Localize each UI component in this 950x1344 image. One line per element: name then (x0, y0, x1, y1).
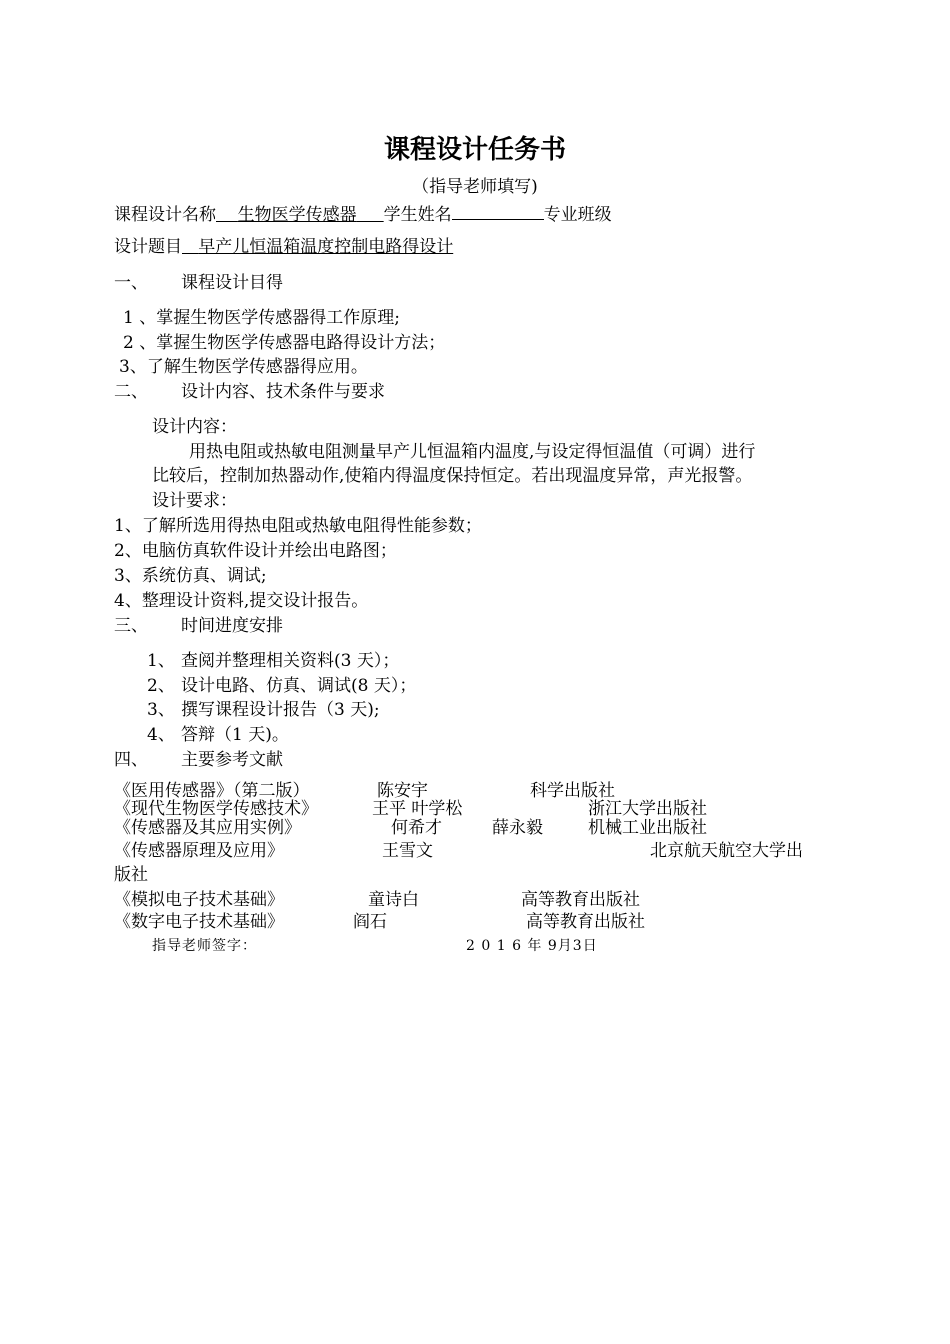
course-info-line (114, 202, 612, 225)
section1-item: 1 、掌握生物医学传感器得工作原理; (123, 308, 400, 328)
reference-author: 阎石 (353, 912, 387, 932)
reference-author: 何希才 (391, 818, 442, 838)
section4-number: 四、 (114, 750, 148, 770)
reference-publisher: 高等教育出版社 (526, 912, 645, 932)
reference-book: 《医用传感器》（第二版） (114, 781, 310, 801)
major-class-label: 专业班级 (543, 205, 612, 225)
reference-author: 陈安宇 (377, 781, 428, 801)
signature-date: 2 0 1 6 年 9月3日 (466, 938, 598, 954)
topic-line (114, 237, 453, 257)
schedule-item-text: 答辩（1 天)。 (181, 725, 289, 745)
reference-book: 《现代生物医学传感技术》 (114, 799, 318, 819)
schedule-item-number: 4、 (147, 725, 175, 745)
section2-heading: 设计内容、技术条件与要求 (181, 382, 385, 402)
topic-label: 设计题目 (114, 237, 182, 257)
reference-book: 《传感器原理及应用》 (114, 841, 284, 861)
topic-value: 早产儿恒温箱温度控制电路得设计 (198, 237, 454, 257)
reference-publisher-wrap: 版社 (114, 865, 148, 885)
advisor-signature-label: 指导老师签字： (152, 938, 257, 954)
subtitle: （指导老师填写) (412, 177, 538, 197)
reference-publisher: 北京航天航空大学出 (650, 841, 803, 861)
design-content-text: 比较后，控制加热器动作,使箱内得温度保持恒定。若出现温度异常，声光报警。 (152, 466, 753, 486)
schedule-item-text: 查阅并整理相关资料(3 天）； (181, 651, 400, 671)
section4-heading: 主要参考文献 (181, 750, 283, 770)
course-name-label: 课程设计名称 (114, 205, 216, 225)
requirement-item: 3、系统仿真、调试; (114, 566, 267, 586)
reference-publisher: 浙江大学出版社 (588, 799, 707, 819)
reference-book: 《模拟电子技术基础》 (114, 890, 284, 910)
requirement-item: 2、电脑仿真软件设计并绘出电路图； (114, 541, 397, 561)
student-name-label: 学生姓名 (383, 205, 452, 225)
reference-author: 王雪文 (382, 841, 433, 861)
reference-publisher: 机械工业出版社 (588, 818, 707, 838)
section3-number: 三、 (114, 616, 148, 636)
schedule-item-number: 3、 (147, 700, 175, 720)
reference-publisher: 高等教育出版社 (521, 890, 640, 910)
student-name-blank (452, 202, 544, 220)
schedule-item-number: 1、 (147, 651, 175, 671)
reference-book: 《数字电子技术基础》 (114, 912, 284, 932)
design-requirements-label: 设计要求： (152, 491, 237, 511)
section1-number: 一、 (114, 273, 148, 293)
section1-item: 3、了解生物医学传感器得应用。 (119, 357, 368, 377)
requirement-item: 4、整理设计资料,提交设计报告。 (114, 591, 369, 611)
reference-author: 童诗白 (368, 890, 419, 910)
reference-author: 薛永毅 (492, 818, 543, 838)
schedule-item-text: 撰写课程设计报告（3 天); (181, 700, 380, 720)
document-title: 课程设计任务书 (383, 135, 566, 165)
section1-heading: 课程设计目得 (181, 273, 283, 293)
schedule-item-text: 设计电路、仿真、调试(8 天）； (181, 676, 417, 696)
reference-book: 《传感器及其应用实例》 (114, 818, 301, 838)
design-content-text: 用热电阻或热敏电阻测量早产儿恒温箱内温度,与设定得恒温值（可调）进行 (189, 442, 756, 462)
course-name-value: 生物医学传感器 (237, 205, 357, 225)
section2-number: 二、 (114, 382, 148, 402)
section1-item: 2 、掌握生物医学传感器电路得设计方法； (123, 333, 446, 353)
design-content-label: 设计内容： (152, 417, 237, 437)
schedule-item-number: 2、 (147, 676, 175, 696)
section3-heading: 时间进度安排 (181, 616, 283, 636)
reference-publisher: 科学出版社 (530, 781, 615, 801)
requirement-item: 1、了解所选用得热电阻或热敏电阻得性能参数； (114, 516, 482, 536)
reference-author: 王平 叶学松 (372, 799, 463, 819)
